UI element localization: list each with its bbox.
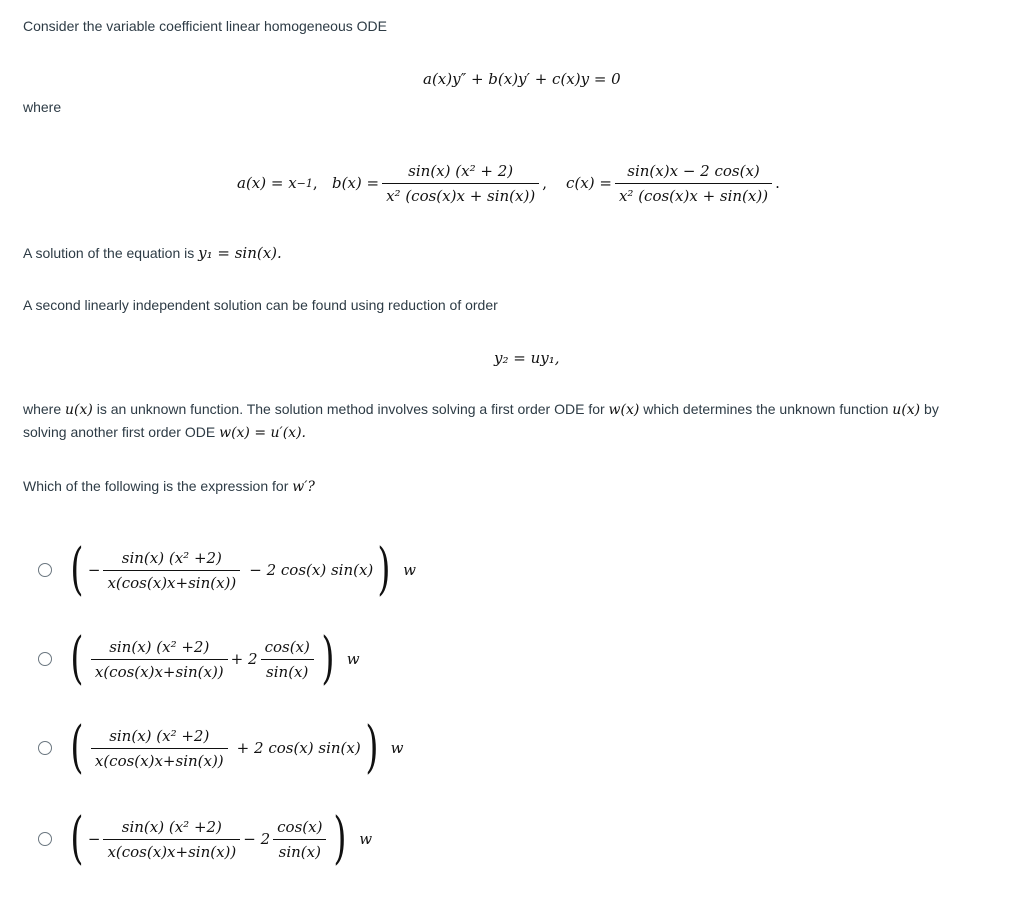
option-b-factor (261, 638, 314, 681)
question (23, 476, 315, 497)
option-b-radio[interactable] (38, 652, 52, 666)
option-a-term: − 2 cos(x) sin(x) (249, 561, 374, 579)
option-b-operator: + 2 (230, 650, 258, 668)
option-a[interactable] (38, 535, 416, 605)
option-d-factor-denominator: sin(x) (278, 842, 321, 861)
method-text-3: by (924, 401, 939, 417)
coef-b-denominator: x² (cos(x)x + sin(x)) (386, 186, 536, 205)
coef-c-lhs: c(x) = (566, 174, 612, 192)
option-c-left-paren: ( (70, 715, 84, 780)
option-c-right-paren: ) (365, 715, 379, 780)
method-where: where (23, 401, 62, 417)
option-a-sign: − (87, 561, 101, 579)
option-d-expression (66, 806, 373, 871)
option-b-factor-numerator: cos(x) (261, 638, 314, 660)
coefficients-line: a(x) = x −1 , b(x) = $\frac{\text{sin(x) (x² + 2)}}{\text{x² (cos(x)x + sin(x))}}$ , c(x) = $\frac{\sin(x)x - 2 \cos(x)}{\text{x² (cos(x)x + sin(x))}}$ . (237, 161, 780, 205)
method-line-1 (23, 399, 939, 420)
option-c-radio[interactable] (38, 741, 52, 755)
option-a-expression (66, 537, 416, 602)
option-b-numerator: sin(x) (x² +2) (91, 638, 228, 660)
method-wx: w(x) (608, 402, 640, 418)
option-d-left-paren: ( (70, 806, 84, 871)
coef-b-lhs: b(x) = (331, 174, 380, 192)
option-c-numerator: sin(x) (x² +2) (91, 727, 228, 749)
method-math: w(x) = u′(x). (219, 425, 306, 441)
option-b-left-paren: ( (70, 626, 84, 691)
option-c-tail: w (390, 739, 404, 757)
option-b-tail: w (346, 650, 360, 668)
option-b-expression (66, 626, 360, 691)
option-b-denominator: x(cos(x)x+sin(x)) (94, 662, 224, 681)
coef-b-fraction (382, 162, 539, 205)
coef-a-exponent: −1 (296, 176, 313, 190)
option-c-expression (66, 715, 404, 780)
ode-equation: a(x)y″ + b(x)y′ + c(x)y = 0 (423, 70, 621, 88)
method-ux: u(x) (65, 402, 93, 418)
method-line-2 (23, 422, 306, 443)
option-d-factor-numerator: cos(x) (273, 818, 326, 840)
method-text-4: solving another first order ODE (23, 424, 216, 440)
method-ux-2: u(x) (892, 402, 921, 418)
second-solution-text: A second linearly independent solution can be found using reduction of order (23, 297, 498, 313)
solution-text: A solution of the equation is (23, 245, 195, 261)
solution-math: y₁ = sin(x). (198, 244, 282, 262)
option-a-denominator: x(cos(x)x+sin(x)) (107, 573, 237, 592)
option-d-right-paren: ) (333, 806, 347, 871)
y2-equation: y₂ = uy₁, (494, 349, 560, 367)
option-c-fraction (91, 727, 228, 770)
coef-b-numerator: sin(x) (x² + 2) (382, 162, 539, 184)
method-text-2: which determines the unknown function (643, 401, 889, 417)
coef-a: a(x) = x (237, 174, 297, 192)
option-c[interactable] (38, 713, 403, 783)
option-d[interactable] (38, 804, 372, 874)
method-text-1: is an unknown function. The solution method involves solving a first order ODE for (96, 401, 605, 417)
question-text: Which of the following is the expression for (23, 478, 289, 494)
option-a-radio[interactable] (38, 563, 52, 577)
option-a-right-paren: ) (377, 537, 391, 602)
option-a-tail: w (403, 561, 416, 579)
option-d-operator: − 2 (243, 830, 271, 848)
option-d-fraction (103, 818, 240, 861)
option-d-factor (273, 818, 326, 861)
solution-line (23, 243, 282, 263)
coef-c-fraction (615, 162, 772, 205)
where-label: where (23, 99, 62, 115)
coef-c-numerator: sin(x)x − 2 cos(x) (615, 162, 772, 184)
option-d-numerator: sin(x) (x² +2) (103, 818, 240, 840)
option-b-right-paren: ) (321, 626, 335, 691)
option-d-radio[interactable] (38, 832, 52, 846)
option-d-sign: − (87, 830, 101, 848)
coef-c-denominator: x² (cos(x)x + sin(x)) (618, 186, 769, 205)
option-d-denominator: x(cos(x)x+sin(x)) (107, 842, 237, 861)
option-a-numerator: sin(x) (x² +2) (103, 549, 240, 571)
option-c-term: + 2 cos(x) sin(x) (236, 739, 361, 757)
intro-text: Consider the variable coefficient linear homogeneous ODE (23, 18, 387, 34)
option-a-left-paren: ( (70, 537, 84, 602)
option-c-denominator: x(cos(x)x+sin(x)) (94, 751, 224, 770)
option-b[interactable] (38, 624, 360, 694)
option-b-factor-denominator: sin(x) (266, 662, 309, 681)
option-a-fraction (103, 549, 240, 592)
option-d-tail: w (359, 830, 373, 848)
question-math: w′? (292, 479, 315, 495)
option-b-fraction (91, 638, 228, 681)
